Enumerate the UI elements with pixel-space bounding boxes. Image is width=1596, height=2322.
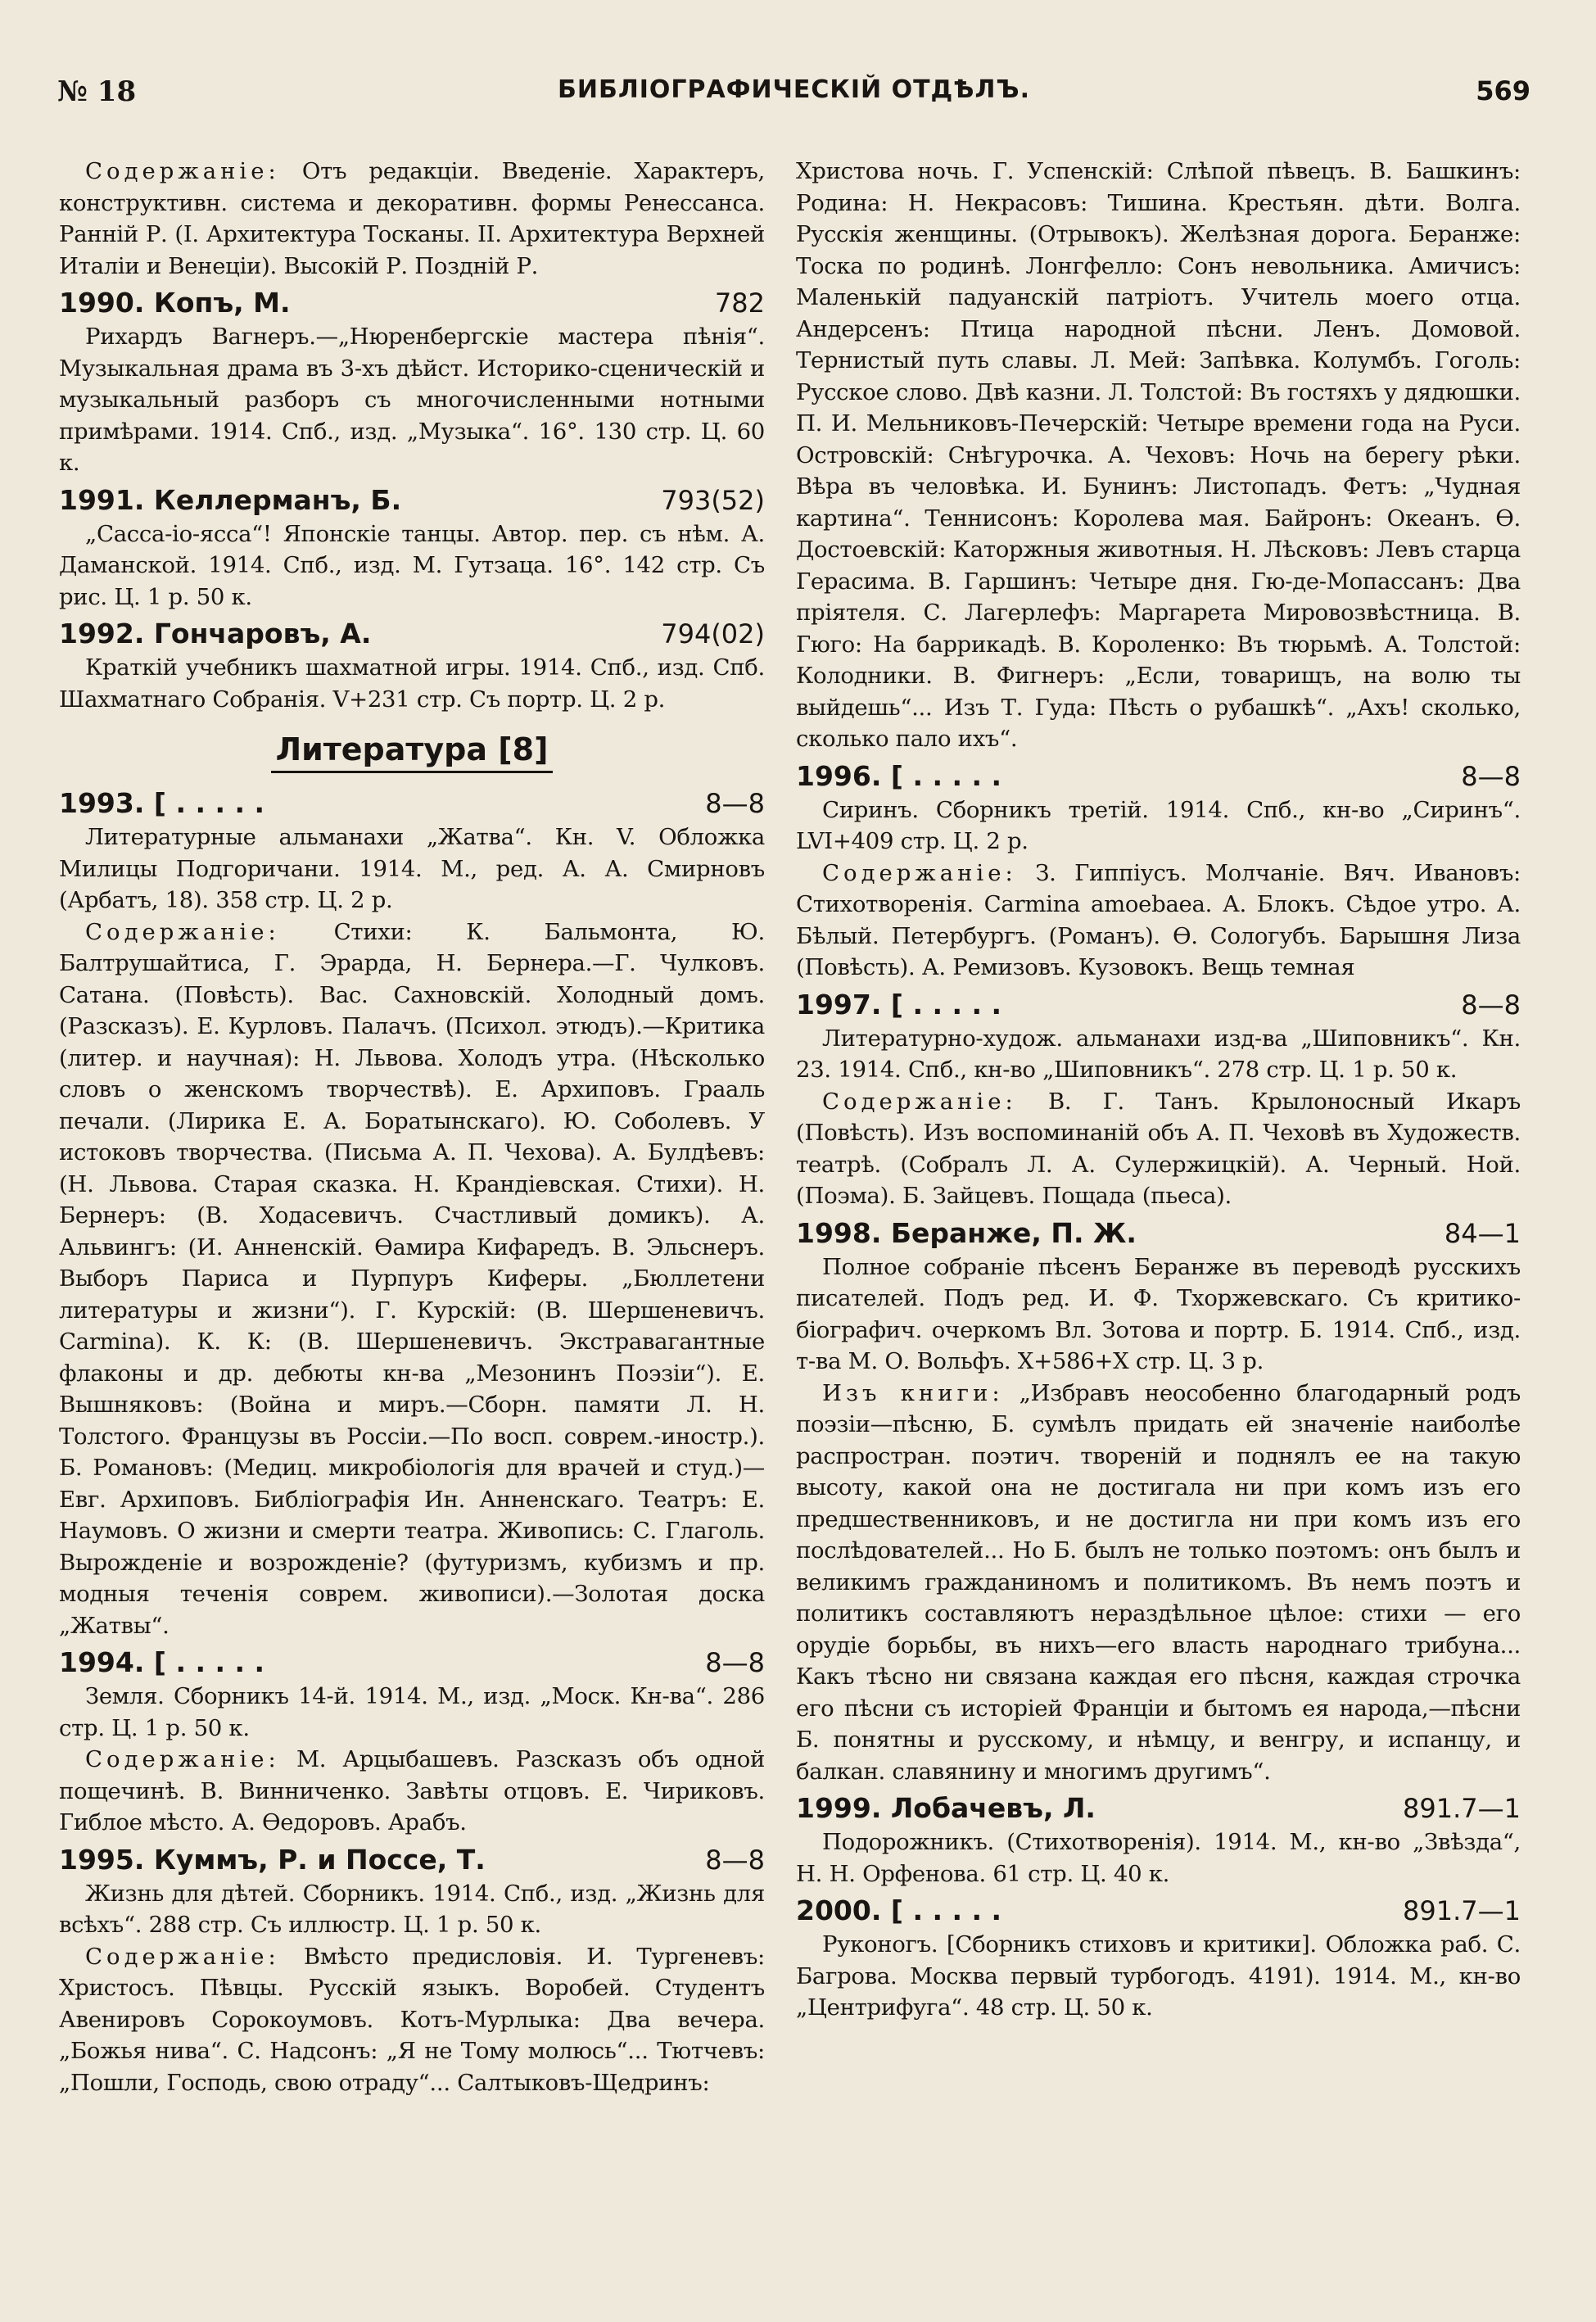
- entry-contents: [796, 1086, 1521, 1212]
- entry-classification: 891.7—1: [1403, 1895, 1521, 1926]
- contents-text: З. Гиппіусъ. Молчаніе. Вяч. Ивановъ: Стихотворенія. Carmina amoebaea. А. Блокъ. Сѣдое утро. А. Бѣлый. Петербургъ. (Романъ). Ѳ. Сологубъ. Барышня Лиза (Повѣсть). А. Ремизовъ. Кузовокъ. Вещь темная: [796, 859, 1521, 980]
- entry-heading-1990: [59, 285, 765, 321]
- entry-classification: 782: [714, 287, 765, 319]
- entry-heading-1996: [796, 758, 1521, 794]
- entry-author: 1998. Беранже, П. Ж.: [796, 1216, 1137, 1249]
- entry-description: Подорожникъ. (Стихотворенія). 1914. М., кн-во „Звѣзда“, Н. Н. Орфенова. 61 стр. Ц. 40 к.: [796, 1829, 1521, 1887]
- contents-label: Изъ книги:: [822, 1379, 1004, 1406]
- entry-description: Литературные альманахи „Жатва“. Кн. V. Обложка Милицы Подгоричани. 1914. М., ред. А. А. Смирновъ (Арбатъ, 18). 358 стр. Ц. 2 р.: [59, 824, 765, 913]
- entry-contents: [796, 1378, 1521, 1788]
- running-head: [57, 75, 1530, 124]
- entry-description: Жизнь для дѣтей. Сборникъ. 1914. Спб., изд. „Жизнь для всѣхъ“. 288 стр. Съ иллюстр. Ц. 1 р. 50 к.: [59, 1880, 765, 1938]
- contents-label: Содержаніе:: [85, 918, 280, 945]
- entry-contents: [59, 1941, 765, 2099]
- entry-author: 1996. [ . . . . .: [796, 759, 1002, 792]
- entry-description: Руконогъ. [Сборникъ стиховъ и критики]. Обложка раб. С. Багрова. Москва первый турбогодъ. 4191). 1914. М., кн-во „Центрифуга“. 48 стр. Ц. 50 к.: [796, 1931, 1521, 2021]
- contents-text: В. Г. Танъ. Крылоносный Икаръ (Повѣсть). Изъ воспоминаній объ А. П. Чеховѣ въ Художеств. театрѣ. (Собралъ Л. А. Сулержицкій). А. Черный. Ной. (Поэма). Б. Зайцевъ. Пощада (пьеса).: [796, 1088, 1521, 1209]
- page-number: 569: [1476, 75, 1530, 106]
- section-heading: Литература [8]: [59, 731, 765, 767]
- contents-continuation: Христова ночь. Г. Успенскій: Слѣпой пѣвецъ. В. Башкинъ: Родина: Н. Некрасовъ: Тишина. Крестьян. дѣти. Волга. Русскія женщины. (Отрывокъ). Желѣзная дорога. Беранже: Тоска по родинѣ. Лонгфелло: Сонъ невольника. Амичисъ: Маленькій падуанскій патріотъ. Учитель моего отца. Андерсенъ: Птица народной пѣсни. Ленъ. Домовой. Тернистый путь славы. Л. Мей: Запѣвка. Колумбъ. Гоголь: Русское слово. Двѣ казни. Л. Толстой: Въ гостяхъ у дядюшки. П. И. Мельниковъ-Печерскій: Четыре времени года на Руси. Островскій: Снѣгурочка. А. Чеховъ: Ночь на берегу рѣки. Вѣра въ человѣка. И. Бунинъ: Листопадъ. Фетъ: „Чудная картина“. Теннисонъ: Королева мая. Байронъ: Океанъ. Ѳ. Достоевскій: Каторжныя животныя. Н. Лѣсковъ: Левъ старца Герасима. В. Гаршинъ: Четыре дня. Гю-де-Мопассанъ: Два пріятеля. С. Лагерлефъ: Маргарета Мировозвѣстница. В. Гюго: На баррикадѣ. В. Короленко: Въ тюрьмѣ. А. Толстой: Колодники. В. Фигнеръ: „Если, товарищъ, на волю ты выйдешь“... Изъ Т. Гуда: Пѣсть о рубашкѣ“. „Ахъ! сколько, сколько пало ихъ“.: [796, 158, 1521, 752]
- entry-heading-1994: [59, 1645, 765, 1681]
- entry-classification: 8—8: [1461, 760, 1521, 792]
- contents-text: Отъ редакціи. Введеніе. Характеръ, конструктивн. система и декоративн. формы Ренессанса. Ранній Р. (I. Архитектура Тосканы. II. Архитектура Верхней Италіи и Венеціи). Высокій Р. Поздній Р.: [59, 158, 765, 279]
- entry-classification: 84—1: [1444, 1217, 1521, 1249]
- entry-classification: 8—8: [705, 1647, 765, 1678]
- entry-classification: 8—8: [1461, 989, 1521, 1021]
- contents-label: Содержаніе:: [85, 1943, 280, 1970]
- entry-description: Рихардъ Вагнеръ.—„Нюренбергскіе мастера пѣнія“. Музыкальная драма въ 3-хъ дѣйст. Историко-сценическій и музыкальный разборъ съ многочисленными нотными примѣрами. 1914. Спб., изд. „Музыка“. 16°. 130 стр. Ц. 60 к.: [59, 324, 765, 476]
- entry-description: „Сасса-іо-ясса“! Японскіе танцы. Автор. пер. съ нѣм. А. Даманской. 1914. Спб., изд. М. Гутзаца. 16°. 142 стр. Съ рис. Ц. 1 р. 50 к.: [59, 520, 765, 610]
- entry-author: 1999. Лобачевъ, Л.: [796, 1792, 1096, 1824]
- entry-author: 1992. Гончаровъ, А.: [59, 618, 372, 650]
- entry-classification: 8—8: [705, 1844, 765, 1876]
- contents-label: Содержаніе:: [822, 859, 1017, 886]
- entry-author: 1993. [ . . . . .: [59, 787, 265, 819]
- entry-contents: [59, 156, 765, 282]
- contents-text: М. Арцыбашевъ. Разсказъ объ одной пощечинѣ. В. Винниченко. Завѣты отцовъ. Е. Чириковъ. Гиблое мѣсто. А. Ѳедоровъ. Арабъ.: [59, 1746, 765, 1835]
- entry-heading-2000: [796, 1893, 1521, 1929]
- entry-heading-1991: [59, 482, 765, 518]
- entry-heading-1995: [59, 1842, 765, 1878]
- entry-description: Земля. Сборникъ 14-й. 1914. М., изд. „Моск. Кн-ва“. 286 стр. Ц. 1 р. 50 к.: [59, 1683, 765, 1741]
- entry-description: Краткій учебникъ шахматной игры. 1914. Спб., изд. Спб. Шахматнаго Собранія. V+231 стр. Съ портр. Ц. 2 р.: [59, 654, 765, 713]
- contents-label: Содержаніе:: [822, 1088, 1017, 1115]
- contents-text: Вмѣсто предисловія. И. Тургеневъ: Христосъ. Пѣвцы. Русскій языкъ. Воробей. Студентъ Авенировъ Сорокоумовъ. Котъ-Мурлыка: Два вечера. „Божья нива“. С. Надсонъ: „Я не Тому молюсь“... Тютчевъ: „Пошли, Господь, свою отраду“... Салтыковъ-Щедринъ:: [59, 1943, 765, 2096]
- entry-author: 2000. [ . . . . .: [796, 1894, 1002, 1926]
- entry-description: Полное собраніе пѣсенъ Беранже въ переводѣ русскихъ писателей. Подъ ред. И. Ф. Тхоржевскаго. Съ критико-біографич. очеркомъ Вл. Зотова и портр. Б. 1914. Спб., изд. т-ва М. О. Вольфъ. X+586+X стр. Ц. 3 р.: [796, 1253, 1521, 1374]
- entry-description: Сиринъ. Сборникъ третій. 1914. Спб., кн-во „Сиринъ“. LVI+409 стр. Ц. 2 р.: [796, 796, 1521, 854]
- contents-text: Стихи: К. Бальмонта, Ю. Балтрушайтиса, Г. Эрарда, Н. Бернера.—Г. Чулковъ. Сатана. (Повѣсть). Вас. Сахновскій. Холодный домъ. (Разсказъ). Е. Курловъ. Палачъ. (Психол. этюдъ).—Критика (литер. и научная): Н. Львова. Холодъ утра. (Нѣсколько словъ о женскомъ творчествѣ). Е. Архиповъ. Грааль печали. (Лирика Е. А. Боратынскаго). Ю. Соболевъ. У истоковъ творчества. (Письма А. П. Чехова). А. Булдѣевъ: (Н. Львова. Старая сказка. Н. Крандіевская. Стихи). Н. Бернеръ: (В. Ходасевичъ. Счастливый домикъ). А. Альвингъ: (И. Анненскій. Ѳамира Кифаредъ. В. Эльснеръ. Выборъ Париса и Пурпуръ Киферы. „Бюллетени литературы и жизни“). Г. Курскій: (В. Шершеневичъ. Carmina). К. К: (В. Шершеневичъ. Экстравагантные флаконы и др. дебюты кн-ва „Мезонинъ Поэзіи“). Е. Вышняковъ: (Война и миръ.—Сборн. памяти Л. Н. Толстого. Французы въ Россіи.—По восп. соврем.-иностр.). Б. Романовъ: (Медиц. микробіологія для врачей и студ.)—Евг. Архиповъ. Библіографія Ин. Анненскаго. Театръ: Е. Наумовъ. О жизни и смерти театра. Живопись: С. Глаголь. Вырожденіе и возрожденіе? (футуризмъ, кубизмъ и пр. модныя теченія соврем. живописи).—Золотая доска „Жатвы“.: [59, 918, 765, 1639]
- entry-classification: 8—8: [705, 788, 765, 819]
- entry-author: 1991. Келлерманъ, Б.: [59, 483, 402, 516]
- entry-contents: [59, 1744, 765, 1839]
- entry-heading-1997: [796, 987, 1521, 1023]
- section-running-title: БИБЛІОГРАФИЧЕСКІЙ ОТДѢЛЪ.: [558, 75, 1030, 104]
- contents-text: „Избравъ неособенно благодарный родъ поэзіи—пѣсню, Б. сумѣлъ придать ей значеніе наиболѣе распростран. поэтич. твореній и поднялъ ее на такую высоту, какой она не достигала ни при комъ изъ его предшественниковъ, и не достигла ни при комъ изъ его послѣдователей... Но Б. былъ не только поэтомъ: онъ былъ и великимъ гражданиномъ и политикомъ. Въ немъ поэтъ и политикъ составляютъ нераздѣльное цѣлое: стихи — его орудіе борьбы, въ нихъ—его власть народнаго трибуна... Какъ тѣсно ни связана каждая его пѣсня, каждая строчка его пѣсни съ исторіей Франціи и бытомъ ея народа,—пѣсни Б. понятны и русскому, и нѣмцу, и венгру, и испанцу, и балкан. славянину и многимъ другимъ“.: [796, 1379, 1521, 1785]
- entry-author: 1994. [ . . . . .: [59, 1646, 265, 1678]
- entry-author: 1990. Копъ, М.: [59, 287, 291, 319]
- entry-classification: 891.7—1: [1403, 1793, 1521, 1824]
- entry-contents: [59, 917, 765, 1642]
- entry-heading-1992: [59, 616, 765, 652]
- contents-label: Содержаніе:: [85, 1746, 280, 1772]
- entry-classification: 794(02): [661, 618, 765, 650]
- issue-number: № 18: [57, 75, 137, 108]
- entry-heading-1993: [59, 785, 765, 822]
- right-column: [796, 156, 1521, 2024]
- entry-classification: 793(52): [661, 484, 765, 516]
- entry-author: 1995. Куммъ, Р. и Поссе, Т.: [59, 1843, 486, 1876]
- left-column: [59, 156, 765, 2098]
- entry-heading-1998: [796, 1215, 1521, 1252]
- entry-heading-1999: [796, 1790, 1521, 1826]
- entry-description: Литературно-худож. альманахи изд-ва „Шиповникъ“. Кн. 23. 1914. Спб., кн-во „Шиповникъ“. 278 стр. Ц. 1 р. 50 к.: [796, 1025, 1521, 1083]
- entry-contents: [796, 858, 1521, 984]
- contents-label: Содержаніе:: [85, 158, 280, 184]
- entry-author: 1997. [ . . . . .: [796, 988, 1002, 1021]
